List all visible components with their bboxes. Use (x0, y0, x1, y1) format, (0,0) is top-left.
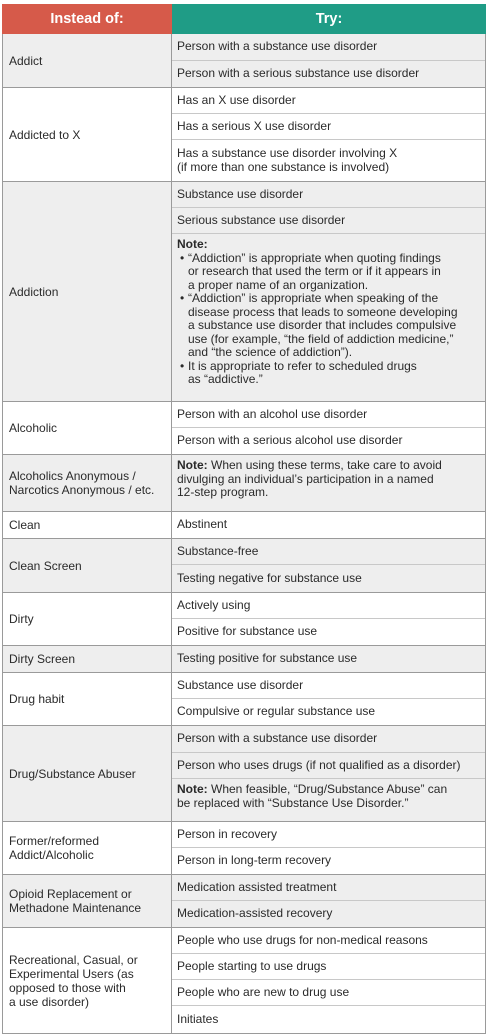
instead-of-term: Recreational, Casual, or Experimental Users (as opposed to those with a use disorder) (3, 928, 172, 1033)
try-alternative: People who use drugs for non-medical reasons (172, 928, 485, 954)
try-alternative: Substance use disorder (172, 673, 485, 699)
try-alternative: Person with a serious alcohol use disorder (172, 428, 485, 454)
bullet-icon: • (180, 291, 185, 305)
note-cell (172, 779, 485, 821)
table-row (2, 455, 486, 512)
try-alternative: Person with a serious substance use disorder (172, 61, 485, 87)
try-alternative: Person in long-term recovery (172, 848, 485, 874)
instead-of-term: Addict (3, 34, 172, 87)
table-row (2, 539, 486, 593)
try-alternatives (172, 875, 485, 927)
note-label: Note: (177, 458, 208, 472)
table-row (2, 928, 486, 1034)
table-row (2, 875, 486, 928)
try-alternatives (172, 822, 485, 874)
note-label: Note: (177, 237, 208, 251)
note-cell (172, 455, 485, 511)
try-alternatives (172, 455, 485, 511)
try-alternative: Serious substance use disorder (172, 208, 485, 234)
try-alternative: Has an X use disorder (172, 88, 485, 114)
note-bullet-text: “Addiction” is appropriate when quoting findings or research that used the term or if it appears in a proper name of an organization. (188, 250, 441, 292)
instead-of-term: Opioid Replacement or Methadone Maintenance (3, 875, 172, 927)
table-header (2, 4, 486, 34)
table-row (2, 822, 486, 875)
instead-of-term: Addiction (3, 182, 172, 401)
try-alternatives (172, 673, 485, 725)
try-alternative: Person with a substance use disorder (172, 34, 485, 61)
note-bullet (177, 292, 458, 360)
instead-of-term: Clean (3, 512, 172, 538)
table-row (2, 673, 486, 726)
try-alternative: Compulsive or regular substance use (172, 699, 485, 725)
note-bullet (177, 360, 458, 387)
try-alternatives (172, 646, 485, 672)
try-alternatives (172, 539, 485, 592)
try-alternatives (172, 928, 485, 1033)
try-header: Try: (172, 4, 486, 34)
try-alternative: Medication-assisted recovery (172, 901, 485, 927)
try-alternative: People who are new to drug use (172, 980, 485, 1006)
note-text: When feasible, “Drug/Substance Abuse” can be replaced with “Substance Use Disorder.” (177, 782, 448, 810)
try-alternative: Person with a substance use disorder (172, 726, 485, 753)
try-alternative: Has a substance use disorder involving X (if more than one substance is involved) (172, 140, 485, 181)
try-alternative: Actively using (172, 593, 485, 619)
table-row (2, 34, 486, 88)
instead-of-term: Clean Screen (3, 539, 172, 592)
instead-of-term: Alcoholic (3, 402, 172, 454)
try-alternative: Medication assisted treatment (172, 875, 485, 901)
table-body (2, 34, 486, 1034)
try-alternative: People starting to use drugs (172, 954, 485, 980)
bullet-icon: • (180, 358, 185, 373)
terminology-table (2, 4, 486, 1034)
instead-of-term: Former/reformed Addict/Alcoholic (3, 822, 172, 874)
instead-of-header: Instead of: (2, 4, 172, 34)
table-row (2, 726, 486, 822)
table-row (2, 182, 486, 402)
instead-of-term: Drug habit (3, 673, 172, 725)
try-alternatives (172, 593, 485, 645)
try-alternative: Testing negative for substance use (172, 565, 485, 592)
bullet-icon: • (180, 250, 185, 265)
try-alternatives (172, 402, 485, 454)
instead-of-term: Alcoholics Anonymous / Narcotics Anonymous / etc. (3, 455, 172, 511)
instead-of-term: Addicted to X (3, 88, 172, 181)
instead-of-term: Dirty (3, 593, 172, 645)
try-alternative: Person in recovery (172, 822, 485, 848)
try-alternative: Substance use disorder (172, 182, 485, 208)
try-alternatives (172, 34, 485, 87)
table-row (2, 88, 486, 182)
try-alternative: Testing positive for substance use (172, 646, 485, 672)
table-row (2, 593, 486, 646)
instead-of-term: Drug/Substance Abuser (3, 726, 172, 821)
note-bullet-text: “Addiction” is appropriate when speaking of the disease process that leads to someone developing a substance use disorder that includes compulsive use (for example, “the field of addiction medicine,” and “the science of addiction”). (188, 291, 458, 359)
table-row (2, 646, 486, 673)
note-label: Note: (177, 782, 208, 796)
try-alternative: Has a serious X use disorder (172, 114, 485, 140)
try-alternatives (172, 512, 485, 538)
try-alternative: Person with an alcohol use disorder (172, 402, 485, 428)
table-row (2, 512, 486, 539)
try-alternatives (172, 88, 485, 181)
try-alternative: Person who uses drugs (if not qualified as a disorder) (172, 753, 485, 779)
note-bullet-text: It is appropriate to refer to scheduled drugs as “addictive.” (188, 358, 417, 386)
try-alternative: Positive for substance use (172, 619, 485, 645)
note-text: When using these terms, take care to avoid divulging an individual’s participation in a named 12-step program. (177, 458, 442, 499)
try-alternative: Initiates (172, 1006, 485, 1033)
note-bullet (177, 252, 458, 293)
try-alternatives (172, 182, 485, 401)
try-alternative: Substance-free (172, 539, 485, 565)
table-row (2, 402, 486, 455)
try-alternative: Abstinent (172, 512, 485, 538)
note-cell (172, 234, 485, 401)
try-alternatives (172, 726, 485, 821)
instead-of-term: Dirty Screen (3, 646, 172, 672)
